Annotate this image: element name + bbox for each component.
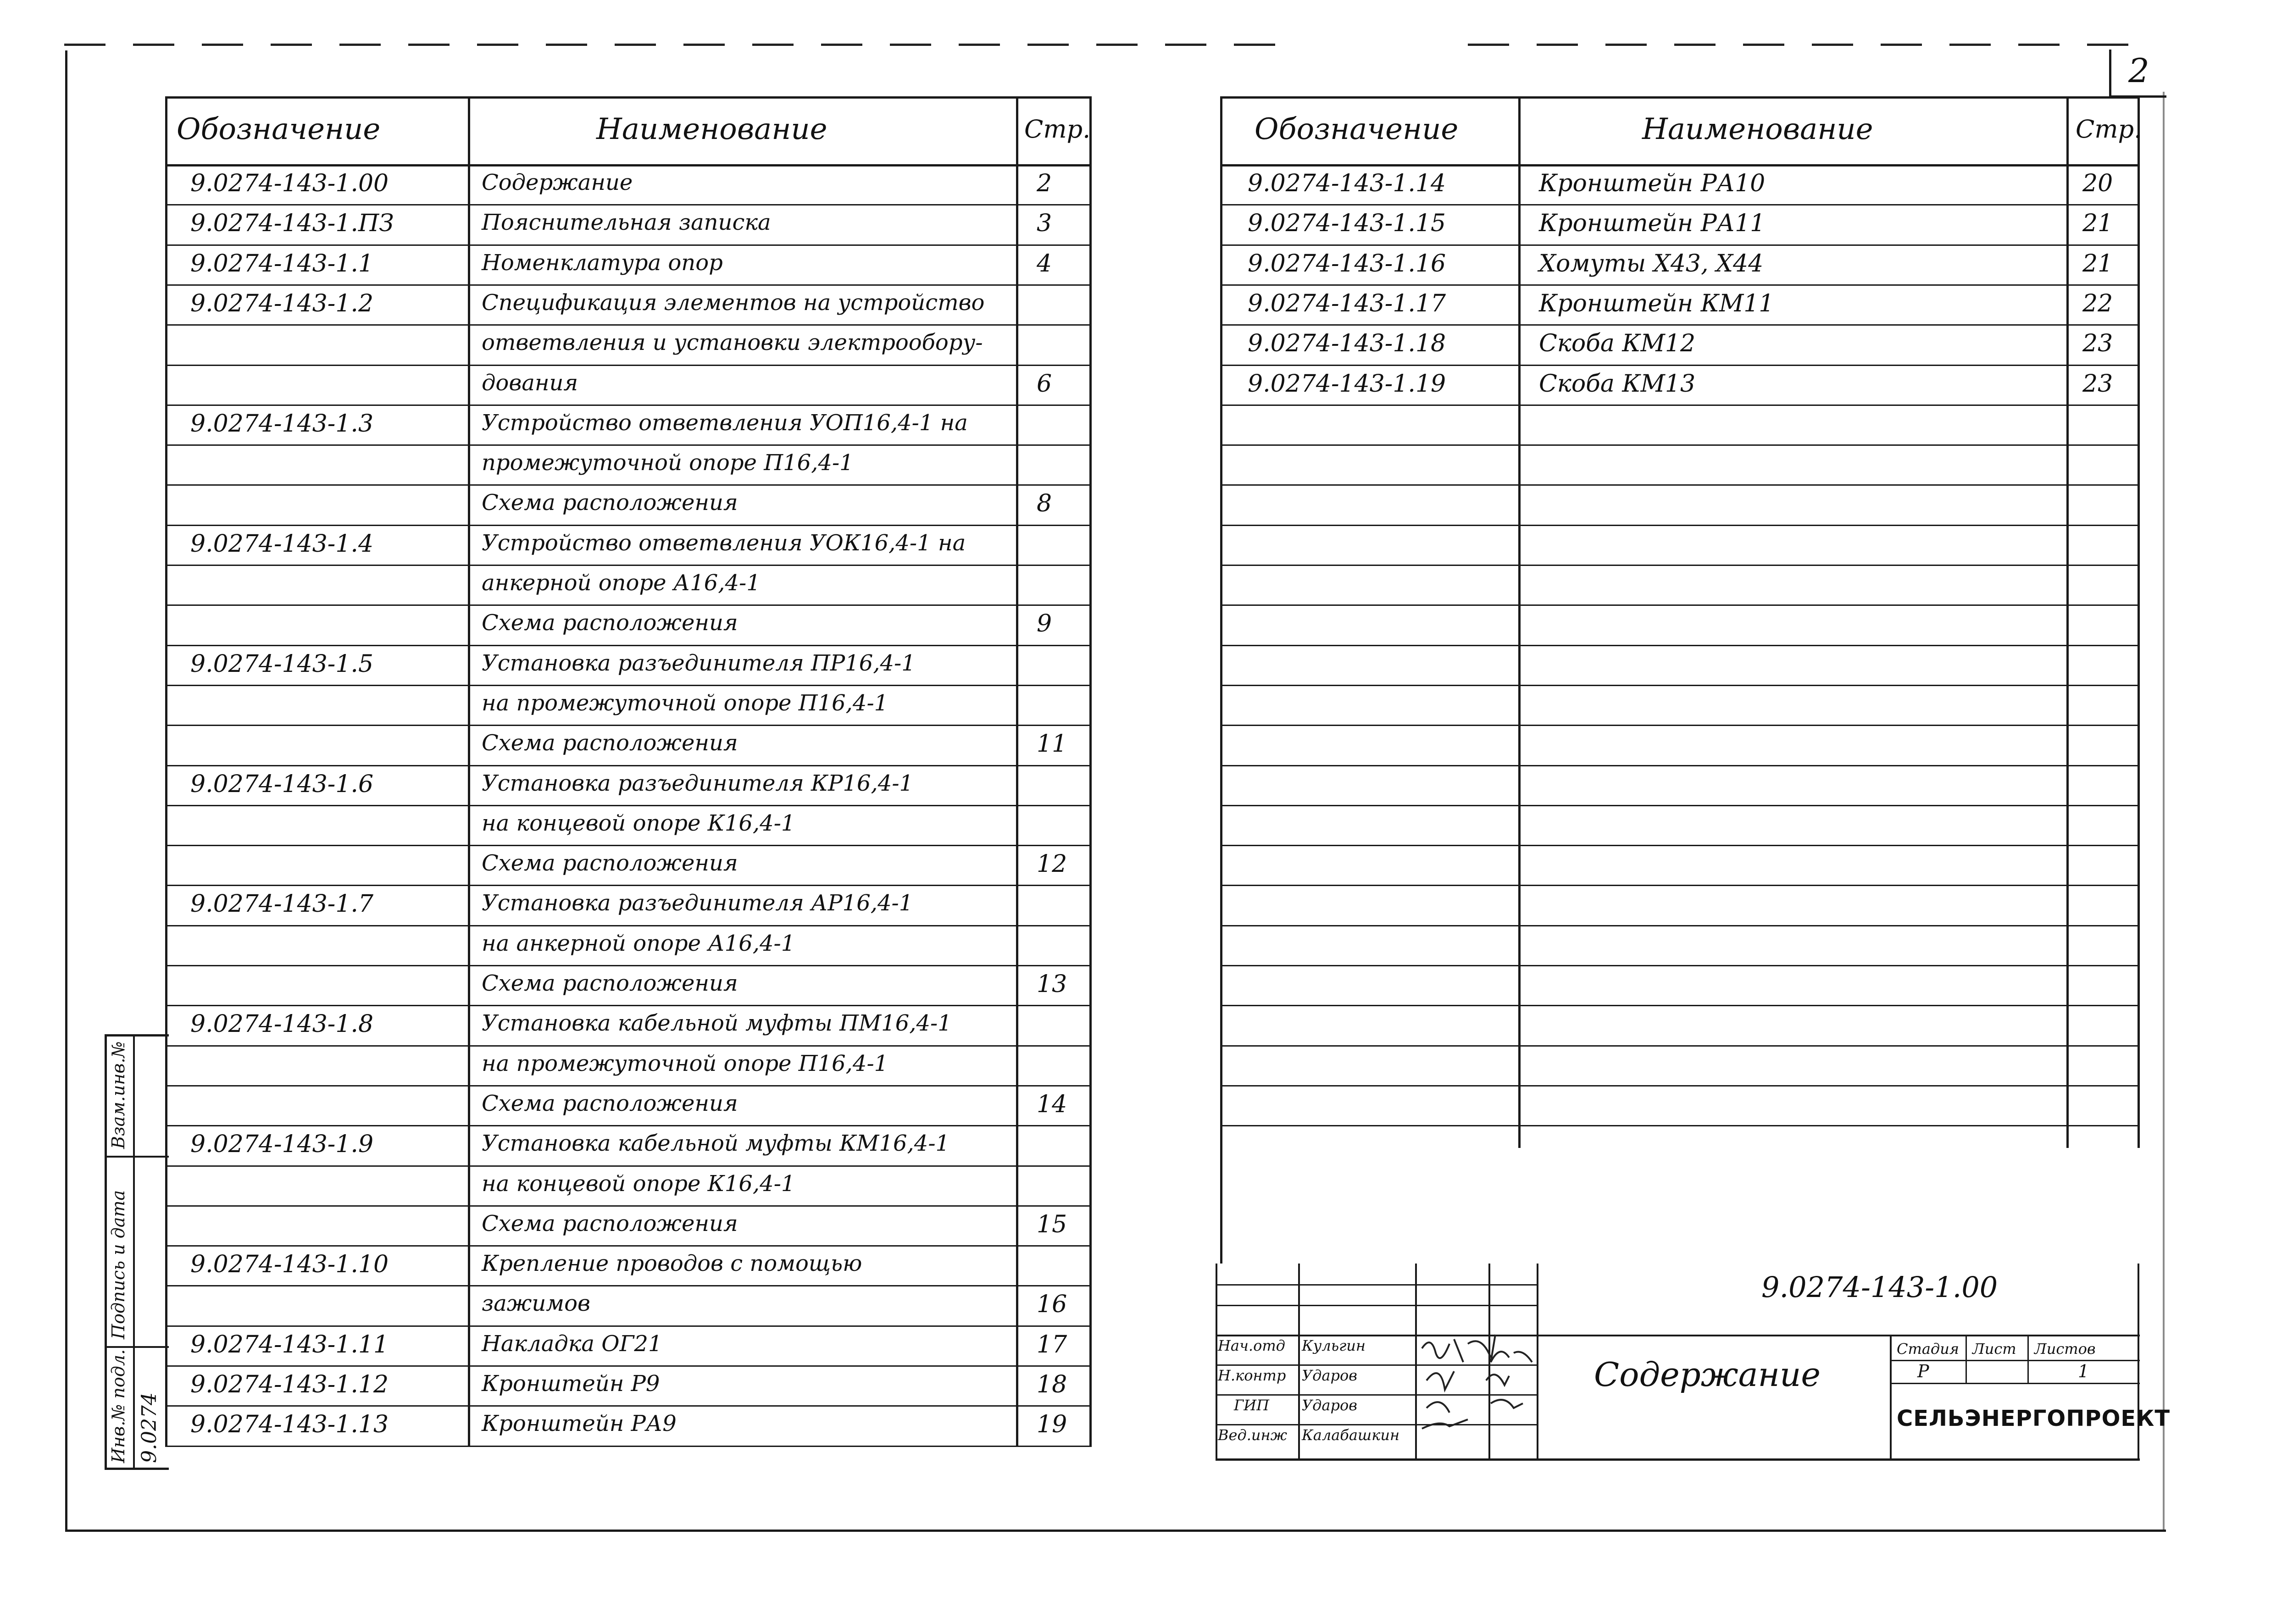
left-table-row-line <box>165 1085 1092 1086</box>
left-table-row-line <box>165 1365 1092 1367</box>
left-row-name: Установка разъединителя АР16,4-1 <box>482 890 913 916</box>
frame-dashed-top-left <box>64 44 1284 46</box>
left-table-row-line <box>165 685 1092 686</box>
organization-name: СЕЛЬЭНЕРГОПРОЕКТ <box>1897 1406 2171 1431</box>
left-table-row-line <box>165 1165 1092 1167</box>
right-table-row-line <box>1220 885 2140 886</box>
left-table-row-line <box>165 845 1092 846</box>
left-row-name: Схема расположения <box>482 1090 738 1116</box>
tb-stage-left <box>1890 1335 1892 1461</box>
left-row-page: 16 <box>1037 1291 1067 1319</box>
left-row-name: Накладка ОГ21 <box>482 1330 662 1357</box>
right-table-row-line <box>1220 324 2140 326</box>
sheet-label: Лист <box>1972 1340 2016 1358</box>
right-row-name: Кронштейн РА11 <box>1539 210 1766 238</box>
left-row-name: зажимов <box>482 1291 590 1317</box>
signer-role-2: Н.контр <box>1218 1367 1286 1384</box>
left-row-name: дования <box>482 370 578 396</box>
tb-left <box>1216 1264 1217 1461</box>
doc-code: 9.0274-143-1.00 <box>1761 1270 1998 1304</box>
left-table-row-line <box>165 645 1092 646</box>
tb-row-c <box>1216 1335 2140 1336</box>
tb-col2 <box>1415 1264 1417 1461</box>
left-row-designation: 9.0274-143-1.8 <box>190 1010 374 1038</box>
left-row-name: Пояснительная записка <box>482 210 771 236</box>
left-table-row-line <box>165 405 1092 406</box>
right-header-page: Стр. <box>2076 115 2142 144</box>
left-table-row-line <box>165 565 1092 566</box>
right-row-page: 22 <box>2082 289 2113 317</box>
left-table-row-line <box>165 525 1092 526</box>
left-table-row-line <box>165 204 1092 205</box>
frame-right <box>2163 92 2165 1532</box>
left-row-page: 18 <box>1037 1371 1067 1398</box>
left-row-page: 19 <box>1037 1411 1067 1439</box>
left-row-designation: 9.0274-143-1.4 <box>190 530 374 558</box>
left-row-page: 11 <box>1037 730 1067 758</box>
left-row-designation: 9.0274-143-1.ПЗ <box>190 210 394 238</box>
side-stamp-mid <box>133 1034 135 1470</box>
left-row-designation: 9.0274-143-1.00 <box>190 170 389 197</box>
frame-bottom <box>65 1530 2166 1532</box>
signatures-drawing <box>1417 1330 1546 1436</box>
left-row-name: Установка разъединителя ПР16,4-1 <box>482 650 916 676</box>
left-row-page: 14 <box>1037 1090 1067 1118</box>
right-row-name: Скоба КМ13 <box>1539 370 1696 398</box>
left-table-row-line <box>165 1285 1092 1286</box>
left-table-vline-1 <box>468 96 470 1446</box>
right-table-vline-2 <box>2066 96 2069 1148</box>
frame-left <box>65 50 67 1532</box>
right-table-row-line <box>1220 685 2140 686</box>
right-header-name: Наименование <box>1642 112 1873 146</box>
left-table-row-line <box>165 604 1092 606</box>
left-row-designation: 9.0274-143-1.12 <box>190 1371 389 1398</box>
right-table-row-line <box>1220 845 2140 846</box>
stage-label: Стадия <box>1897 1340 1959 1358</box>
right-table-row-line <box>1220 284 2140 286</box>
left-row-name: на анкерной опоре А16,4-1 <box>482 930 795 956</box>
right-row-page: 20 <box>2082 170 2113 197</box>
signature-date-label: Подпись и дата <box>108 1190 128 1339</box>
left-table-row-line <box>165 444 1092 446</box>
right-table-row-line <box>1220 965 2140 966</box>
left-table-top <box>165 96 1092 99</box>
left-table-row-line <box>165 725 1092 726</box>
left-table-row-line <box>165 1045 1092 1047</box>
left-row-name: на концевой опоре К16,4-1 <box>482 1170 795 1197</box>
left-row-name: Схема расположения <box>482 730 738 756</box>
right-row-designation: 9.0274-143-1.19 <box>1248 370 1446 398</box>
right-table-row-line <box>1220 805 2140 806</box>
right-table-row-line <box>1220 1005 2140 1006</box>
left-row-page: 13 <box>1037 970 1067 998</box>
left-row-name: Спецификация элементов на устройство <box>482 289 985 316</box>
right-table-row-line <box>1220 244 2140 246</box>
left-row-page: 12 <box>1037 850 1067 878</box>
left-table-row-line <box>165 1325 1092 1327</box>
sheets-label: Листов <box>2034 1340 2096 1358</box>
right-table-row-line <box>1220 725 2140 726</box>
right-table-row-line <box>1220 765 2140 766</box>
left-table-row-line <box>165 965 1092 966</box>
left-row-page: 3 <box>1037 210 1052 238</box>
signer-role-4: Вед.инж <box>1218 1426 1287 1444</box>
right-table-row-line <box>1220 925 2140 926</box>
left-row-name: Установка кабельной муфты КМ16,4-1 <box>482 1131 950 1157</box>
left-row-name: ответвления и установки электрообору- <box>482 330 983 356</box>
right-table-row-line <box>1220 204 2140 205</box>
sheetnum-box-left <box>2109 50 2111 98</box>
signer-role-3: ГИП <box>1234 1397 1269 1414</box>
right-table-header-line <box>1220 164 2140 166</box>
left-row-name: Установка разъединителя КР16,4-1 <box>482 770 914 796</box>
right-table-row-line <box>1220 1085 2140 1086</box>
left-row-page: 2 <box>1037 170 1052 197</box>
left-row-name: Установка кабельной муфты ПМ16,4-1 <box>482 1010 952 1036</box>
left-row-page: 15 <box>1037 1210 1067 1238</box>
left-header-designation: Обозначение <box>177 112 381 146</box>
left-table-row-line <box>165 244 1092 246</box>
right-row-name: Кронштейн КМ11 <box>1539 289 1774 317</box>
left-row-page: 17 <box>1037 1330 1067 1358</box>
left-row-designation: 9.0274-143-1.1 <box>190 249 374 277</box>
left-row-designation: 9.0274-143-1.10 <box>190 1251 389 1279</box>
left-header-page: Стр. <box>1024 115 1091 144</box>
left-table-vline-3 <box>1089 96 1092 1446</box>
frame-dashed-top-right <box>1468 44 2156 46</box>
left-table-row-line <box>165 1446 1092 1447</box>
replace-inv-label: Взам.инв.№ <box>108 1041 128 1149</box>
side-stamp-left <box>105 1034 107 1470</box>
right-row-designation: 9.0274-143-1.18 <box>1248 330 1446 358</box>
right-table-row-line <box>1220 1045 2140 1047</box>
right-table-vline-0 <box>1220 96 1222 1264</box>
right-table-top <box>1220 96 2140 99</box>
left-table-row-line <box>165 1205 1092 1207</box>
right-table-row-line <box>1220 444 2140 446</box>
tb-row-b <box>1216 1305 1537 1306</box>
left-table-vline-2 <box>1016 96 1018 1446</box>
left-table-row-line <box>165 324 1092 326</box>
stage-value: Р <box>1917 1361 1929 1381</box>
left-row-page: 6 <box>1037 370 1052 398</box>
tb-stage-col2 <box>2027 1335 2029 1383</box>
left-row-name: Схема расположения <box>482 610 738 636</box>
right-row-name: Скоба КМ12 <box>1539 330 1696 358</box>
left-table-row-line <box>165 1005 1092 1006</box>
tb-stage-col1 <box>1966 1335 1967 1383</box>
left-row-name: на промежуточной опоре П16,4-1 <box>482 690 888 716</box>
tb-col1 <box>1298 1264 1300 1461</box>
left-table-header-line <box>165 164 1092 166</box>
side-stamp-div2 <box>105 1346 169 1348</box>
left-table-row-line <box>165 365 1092 366</box>
left-row-designation: 9.0274-143-1.11 <box>190 1330 389 1358</box>
right-table-row-line <box>1220 604 2140 606</box>
signer-name-2: Ударов <box>1302 1367 1357 1384</box>
left-row-designation: 9.0274-143-1.5 <box>190 650 374 678</box>
left-row-name: Кронштейн Р9 <box>482 1371 660 1397</box>
right-row-designation: 9.0274-143-1.16 <box>1248 249 1446 277</box>
left-row-designation: 9.0274-143-1.13 <box>190 1411 389 1439</box>
right-table-row-line <box>1220 405 2140 406</box>
left-row-page: 4 <box>1037 249 1052 277</box>
right-table-vline-1 <box>1518 96 1521 1148</box>
right-row-page: 23 <box>2082 330 2113 358</box>
left-row-name: анкерной опоре А16,4-1 <box>482 570 761 596</box>
signer-name-3: Ударов <box>1302 1397 1357 1414</box>
left-table-row-line <box>165 805 1092 806</box>
left-row-name: Устройство ответвления УОП16,4-1 на <box>482 410 968 436</box>
sheets-value: 1 <box>2078 1361 2089 1381</box>
left-row-name: Номенклатура опор <box>482 249 723 276</box>
right-table-row-line <box>1220 565 2140 566</box>
right-table-row-line <box>1220 1125 2140 1126</box>
left-table-row-line <box>165 484 1092 486</box>
signer-name-1: Кульгин <box>1302 1337 1366 1354</box>
sheet-number: 2 <box>2128 51 2149 90</box>
right-row-designation: 9.0274-143-1.17 <box>1248 289 1446 317</box>
left-table-vline-0 <box>165 96 167 1446</box>
right-header-designation: Обозначение <box>1255 112 1459 146</box>
doc-title: Содержание <box>1594 1355 1821 1394</box>
inv-no-value: 9.0274 <box>138 1392 161 1463</box>
tb-stage-row2 <box>1890 1383 2140 1384</box>
left-row-designation: 9.0274-143-1.7 <box>190 890 374 918</box>
left-row-name: промежуточной опоре П16,4-1 <box>482 450 854 476</box>
right-row-page: 21 <box>2082 210 2113 238</box>
left-row-name: Схема расположения <box>482 970 738 996</box>
left-header-name: Наименование <box>596 112 827 146</box>
right-row-designation: 9.0274-143-1.15 <box>1248 210 1446 238</box>
left-table-row-line <box>165 925 1092 926</box>
signer-name-4: Калабашкин <box>1302 1426 1400 1444</box>
left-row-name: Схема расположения <box>482 490 738 516</box>
right-table-vline-3 <box>2138 96 2140 1148</box>
left-table-row-line <box>165 1125 1092 1126</box>
right-table-row-line <box>1220 645 2140 646</box>
left-table-row-line <box>165 765 1092 766</box>
tb-row-a <box>1216 1284 1537 1286</box>
side-stamp-bottom <box>105 1468 169 1470</box>
right-table-row-line <box>1220 365 2140 366</box>
left-row-name: Схема расположения <box>482 850 738 876</box>
right-row-page: 23 <box>2082 370 2113 398</box>
inv-no-label: Инв.№ подл. <box>108 1349 128 1463</box>
left-row-name: Крепление проводов с помощью <box>482 1251 862 1277</box>
right-table-row-line <box>1220 525 2140 526</box>
left-row-page: 8 <box>1037 490 1052 518</box>
tb-bottom <box>1216 1458 2140 1461</box>
left-row-page: 9 <box>1037 610 1052 638</box>
left-row-designation: 9.0274-143-1.6 <box>190 770 374 798</box>
left-row-designation: 9.0274-143-1.9 <box>190 1131 374 1158</box>
left-table-row-line <box>165 1405 1092 1407</box>
left-table-row-line <box>165 284 1092 286</box>
right-row-page: 21 <box>2082 249 2113 277</box>
right-row-designation: 9.0274-143-1.14 <box>1248 170 1446 197</box>
right-table-row-line <box>1220 484 2140 486</box>
left-row-name: Схема расположения <box>482 1210 738 1236</box>
left-table-row-line <box>165 1245 1092 1247</box>
side-stamp-div1 <box>105 1156 169 1158</box>
left-table-row-line <box>165 885 1092 886</box>
side-stamp-top <box>105 1034 169 1036</box>
left-row-designation: 9.0274-143-1.3 <box>190 410 374 438</box>
left-row-name: Содержание <box>482 170 633 195</box>
left-row-name: Кронштейн РА9 <box>482 1411 677 1437</box>
left-row-name: Устройство ответвления УОК16,4-1 на <box>482 530 966 556</box>
signer-role-1: Нач.отд <box>1218 1337 1285 1354</box>
left-row-name: на промежуточной опоре П16,4-1 <box>482 1050 888 1076</box>
right-row-name: Хомуты Х43, Х44 <box>1539 249 1764 277</box>
left-row-designation: 9.0274-143-1.2 <box>190 289 374 317</box>
right-row-name: Кронштейн РА10 <box>1539 170 1766 197</box>
left-row-name: на концевой опоре К16,4-1 <box>482 810 795 836</box>
